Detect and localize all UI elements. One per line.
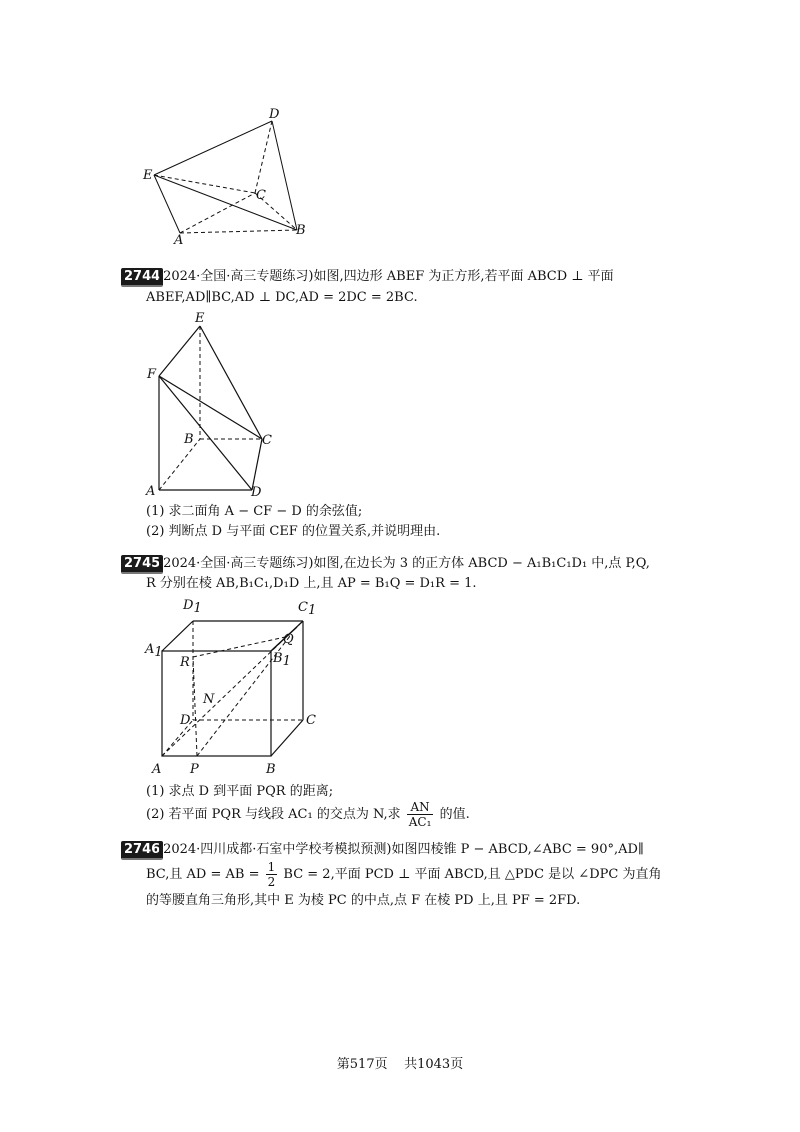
q2-prefix: (2) 若平面 PQR 与线段 AC₁ 的交点为 N,求 [146, 807, 401, 822]
problem-2744-question-2: (2) 判断点 D 与平面 CEF 的位置关系,并说明理由. [146, 524, 441, 539]
problem-2746-text-line2 [146, 860, 661, 890]
label-D: D [251, 485, 262, 500]
problem-2744-question-1: (1) 求二面角 A − CF − D 的余弦值; [146, 504, 363, 519]
fraction-denominator: AC₁ [408, 815, 432, 829]
label-A1: A1 [145, 642, 163, 660]
problem-2744-text-line1: (2024·全国·高三专题练习)如图,四边形 ABEF 为正方形,若平面 ABCD ⊥ 平面 [158, 269, 614, 284]
figure-2744-square-and-trapezoid [140, 308, 290, 500]
problem-2746-text-line3: 的等腰直角三角形,其中 E 为棱 PC 的中点,点 F 在棱 PD 上,且 PF = 2FD. [146, 893, 581, 908]
label-C: C [262, 433, 272, 448]
line2-prefix: BC,且 AD = AB = [146, 867, 260, 882]
fraction-an-over-ac1 [407, 800, 434, 829]
label-F: F [147, 367, 157, 382]
problem-number-2745: 2745 [121, 555, 163, 574]
fraction-numerator: AN [407, 800, 434, 815]
problem-2745-text-line2: R 分别在棱 AB,B₁C₁,D₁D 上,且 AP = B₁Q = D₁R = 1. [146, 576, 477, 591]
label-R: R [180, 655, 190, 670]
fraction-denominator: 2 [267, 875, 276, 889]
label-E: E [143, 168, 153, 183]
problem-2744-text-line2: ABEF,AD∥BC,AD ⊥ DC,AD = 2DC = 2BC. [146, 290, 418, 305]
label-B: B [184, 432, 194, 447]
q2-suffix: 的值. [439, 807, 470, 822]
problem-number-2744: 2744 [121, 268, 163, 287]
problem-number-2746: 2746 [121, 841, 163, 860]
label-B: B [266, 762, 276, 777]
fraction-numerator: 1 [267, 860, 276, 874]
fraction-one-half [266, 860, 278, 889]
label-B1: B1 [273, 651, 291, 669]
label-D: D [269, 107, 280, 122]
figure-tetrahedron [140, 105, 320, 250]
problem-2745-question-2 [146, 800, 470, 830]
problem-2746-text-line1: (2024·四川成都·石室中学校考模拟预测)如图四棱锥 P − ABCD,∠ABC = 90°,AD∥ [158, 842, 644, 857]
label-C: C [256, 188, 266, 203]
page-footer: 第517页 共1043页 [336, 1057, 464, 1072]
figure-2745-cube [140, 595, 340, 780]
label-E: E [195, 311, 205, 326]
label-A: A [152, 762, 162, 777]
label-N: N [203, 692, 215, 707]
label-C1: C1 [298, 600, 317, 618]
label-D: D [180, 713, 191, 728]
line2-suffix: BC = 2,平面 PCD ⊥ 平面 ABCD,且 △PDC 是以 ∠DPC 为直角 [283, 867, 662, 882]
problem-2745-text-line1: (2024·全国·高三专题练习)如图,在边长为 3 的正方体 ABCD − A₁B₁C₁D₁ 中,点 P,Q, [158, 556, 650, 571]
problem-2745-question-1: (1) 求点 D 到平面 PQR 的距离; [146, 784, 334, 799]
label-A: A [146, 484, 156, 499]
label-P: P [190, 762, 199, 777]
label-A: A [174, 233, 184, 248]
label-B: B [296, 223, 306, 238]
label-Q: Q [283, 632, 294, 647]
label-C: C [306, 713, 316, 728]
label-D1: D1 [183, 598, 202, 616]
